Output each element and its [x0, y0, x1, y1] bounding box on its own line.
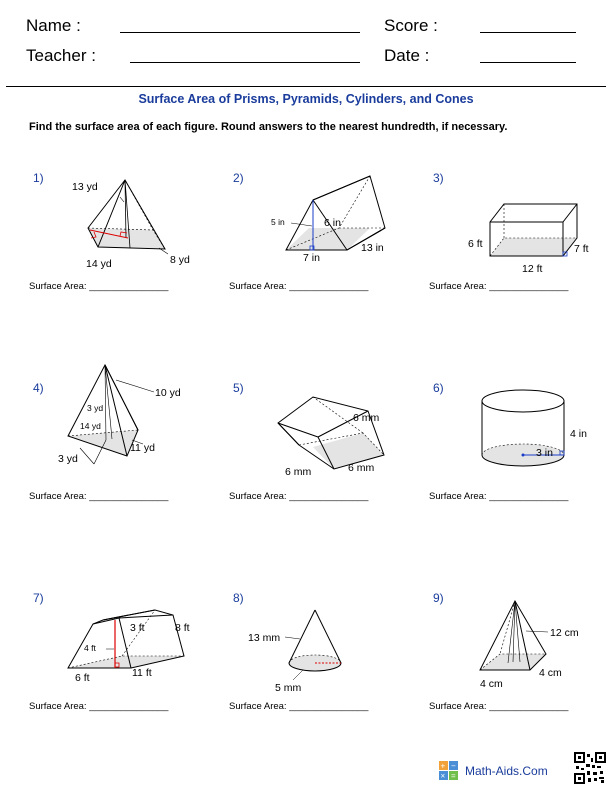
- answer-field[interactable]: Surface Area: _______________: [229, 491, 369, 502]
- problem-number: 6): [433, 381, 444, 395]
- dimension-label: 8 ft: [175, 622, 190, 634]
- answer-field[interactable]: Surface Area: _______________: [29, 491, 169, 502]
- problem-number: 5): [233, 381, 244, 395]
- rectangular-prism-figure: [460, 180, 600, 280]
- svg-text:−: −: [451, 761, 456, 771]
- svg-text:×: ×: [440, 771, 446, 781]
- dimension-label: 7 in: [303, 252, 320, 264]
- triangular-prism-figure: [265, 170, 405, 270]
- dimension-label: 12 ft: [522, 263, 543, 275]
- teacher-label: Teacher :: [26, 46, 96, 65]
- dimension-label: 4 cm: [480, 678, 503, 690]
- cylinder-figure: [470, 385, 610, 485]
- rectangular-pyramid-figure: [60, 170, 200, 270]
- dimension-label: 10 yd: [155, 387, 181, 399]
- dimension-label: 8 yd: [170, 254, 190, 266]
- instructions: Find the surface area of each figure. Round answers to the nearest hundredth, if necessary.: [29, 121, 508, 133]
- dimension-label: 6 ft: [468, 238, 483, 250]
- dimension-label: 12 cm: [550, 627, 579, 639]
- dimension-label: 4 ft: [84, 643, 96, 653]
- answer-field[interactable]: Surface Area: _______________: [429, 701, 569, 712]
- dimension-label: 13 mm: [248, 632, 281, 644]
- dimension-label: 3 in: [536, 447, 553, 459]
- problem-number: 7): [33, 591, 44, 605]
- dimension-label: 6 mm: [285, 466, 312, 478]
- problem-number: 3): [433, 171, 444, 185]
- dimension-label: 7 ft: [574, 243, 589, 255]
- dimension-label: 5 in: [271, 217, 285, 227]
- header-divider: [6, 86, 606, 87]
- dimension-label: 14 yd: [86, 258, 112, 270]
- svg-text:=: =: [451, 771, 456, 781]
- triangular-pyramid-figure: [50, 360, 200, 470]
- dimension-label: 13 yd: [72, 181, 98, 193]
- calculator-icon: [438, 760, 460, 782]
- dimension-label: 6 in: [324, 217, 341, 229]
- dimension-label: 3 yd: [87, 403, 104, 413]
- dimension-label: 6 ft: [75, 672, 90, 684]
- problem-number: 8): [233, 591, 244, 605]
- date-label: Date :: [384, 46, 430, 65]
- score-line[interactable]: [480, 32, 576, 33]
- svg-text:+: +: [440, 761, 446, 771]
- problem-number: 9): [433, 591, 444, 605]
- dimension-label: 11 yd: [130, 442, 155, 454]
- dimension-label: 4 cm: [539, 667, 562, 679]
- teacher-line[interactable]: [130, 62, 360, 63]
- worksheet-title: Surface Area of Prisms, Pyramids, Cylinders, and Cones: [138, 92, 474, 106]
- dimension-label: 14 yd: [80, 421, 101, 431]
- dimension-label: 13 in: [361, 242, 384, 254]
- dimension-label: 11 ft: [132, 667, 152, 679]
- score-label: Score :: [384, 16, 438, 35]
- date-line[interactable]: [480, 62, 576, 63]
- problem-number: 1): [33, 171, 44, 185]
- qr-code-icon: [574, 752, 606, 784]
- name-label: Name :: [26, 16, 81, 35]
- answer-field[interactable]: Surface Area: _______________: [29, 701, 169, 712]
- problem-number: 2): [233, 171, 244, 185]
- answer-field[interactable]: Surface Area: _______________: [29, 281, 169, 292]
- dimension-label: 5 mm: [275, 682, 302, 694]
- answer-field[interactable]: Surface Area: _______________: [429, 491, 569, 502]
- dimension-label: 3 yd: [58, 453, 78, 465]
- cube-figure: [265, 375, 405, 485]
- answer-field[interactable]: Surface Area: _______________: [429, 281, 569, 292]
- trapezoidal-prism-figure: [60, 600, 200, 690]
- cone-figure: [245, 600, 385, 700]
- dimension-label: 6 mm: [348, 462, 375, 474]
- name-line[interactable]: [120, 32, 360, 33]
- dimension-label: 6 mm: [353, 412, 380, 424]
- problem-number: 4): [33, 381, 44, 395]
- dimension-label: 3 ft: [130, 622, 145, 634]
- dimension-label: 4 in: [570, 428, 587, 440]
- brand-name[interactable]: Math-Aids.Com: [465, 764, 548, 778]
- answer-field[interactable]: Surface Area: _______________: [229, 281, 369, 292]
- answer-field[interactable]: Surface Area: _______________: [229, 701, 369, 712]
- square-pyramid-figure: [460, 598, 600, 698]
